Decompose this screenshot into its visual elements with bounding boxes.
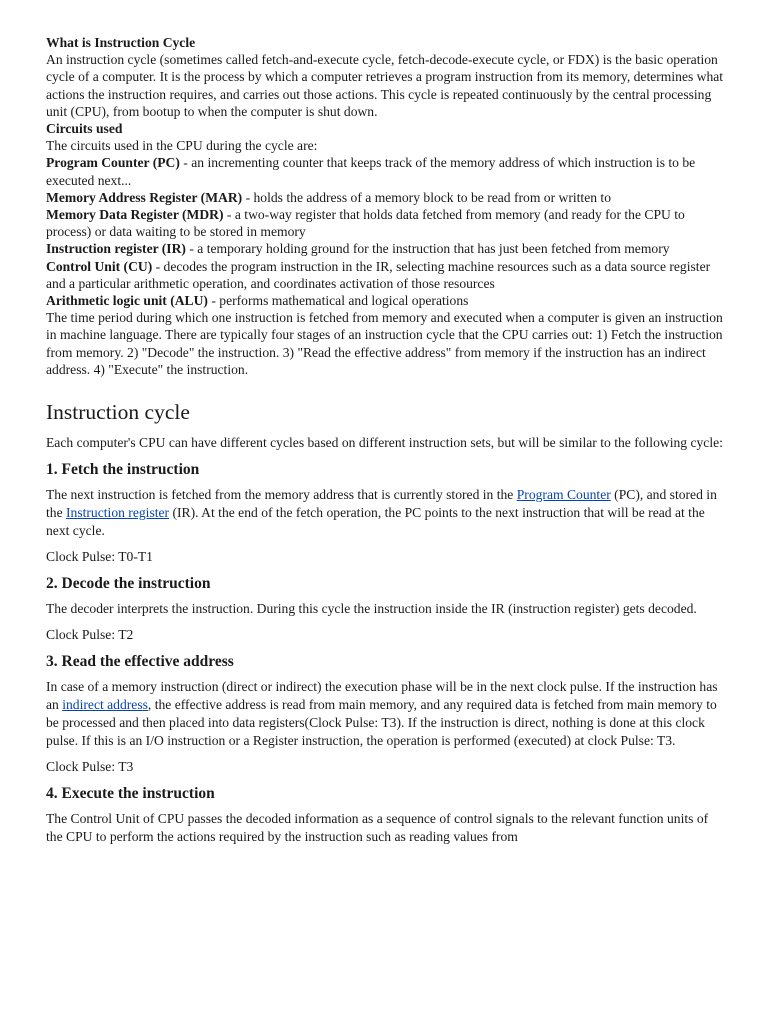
circuit-desc: - an incrementing counter that keeps track of the memory address of which instruction is to be executed next... [46,155,696,188]
circuit-item-mdr [46,206,726,240]
circuit-item-ir [46,240,726,257]
intro-section [46,34,726,378]
read-text: , the effective address is read from main memory, and any required data is fetched from main memory to be processed and then placed into data registers(Clock Pulse: T3). If the instruction is direct, nothing is done at this clock pulse. If this is an I/O instruction or a Register instruction, the operation is performed (executed) at clock Pulse: T3. [46,697,717,748]
read-heading: 3. Read the effective address [46,653,234,670]
read-text: In case of a memory instruction (direct or indirect) the execution phase will be in the next clock pulse. If the instruction has an [46,679,718,712]
circuit-item-alu [46,292,726,309]
circuit-term: Instruction register (IR) [46,241,186,257]
stages-text: The time period during which one instruction is fetched from memory and executed when a computer is given an instruction in machine language. There are typically four stages of an instruction cycle that the CPU carries out: 1) Fetch the instruction from memory. 2) "Decode" the instruction. 3) "Read the effective address" from memory if the instruction has an indirect address. 4) "Execute" the instruction. [46,310,723,377]
circuit-desc: - holds the address of a memory block to be read from or written to [242,189,612,205]
fetch-clock-pulse: Clock Pulse: T0-T1 [46,549,153,564]
indirect-address-link[interactable]: indirect address [62,697,148,712]
read-clock-pulse: Clock Pulse: T3 [46,759,134,774]
intro-heading: What is Instruction Cycle [46,35,196,50]
read-paragraph [46,678,726,750]
circuit-item-cu [46,258,726,292]
fetch-text: (IR). At the end of the fetch operation, the PC points to the next instruction that will be read at the next cycle. [46,505,705,538]
circuit-desc: - a temporary holding ground for the instruction that has just been fetched from memory [185,241,670,257]
intro-definition: An instruction cycle (sometimes called fetch-and-execute cycle, fetch-decode-execute cycle, or FDX) is the basic operation cycle of a computer. It is the process by which a computer retrieves a program instruction from its memory, determines what actions the instruction requires, and carries out those actions. This cycle is repeated continuously by the central processing unit (CPU), from bootup to when the computer is shut down. [46,52,724,119]
instruction-register-link[interactable]: Instruction register [66,505,170,520]
circuit-term: Program Counter (PC) [46,155,180,171]
execute-heading: 4. Execute the instruction [46,785,215,802]
program-counter-link[interactable]: Program Counter [516,487,611,502]
fetch-paragraph [46,486,726,540]
circuit-item-mar [46,189,726,206]
fetch-text: (PC), and stored in the [46,487,717,520]
circuit-term: Memory Data Register (MDR) [46,207,224,223]
article-title: Instruction cycle [46,400,190,424]
fetch-text: The next instruction is fetched from the memory address that is currently stored in the [46,487,517,502]
circuit-term: Memory Address Register (MAR) [46,189,243,205]
circuit-desc: - decodes the program instruction in the IR, selecting machine resources such as a data source register and a particular arithmetic operation, and coordinates activation of those resources [46,258,711,291]
decode-clock-pulse: Clock Pulse: T2 [46,627,134,642]
execute-paragraph: The Control Unit of CPU passes the decoded information as a sequence of control signals to the relevant function units of the CPU to perform the actions required by the instruction such as reading values from [46,811,709,844]
fetch-heading: 1. Fetch the instruction [46,461,200,478]
article-section [46,398,726,854]
circuit-item-pc [46,154,726,188]
circuits-intro: The circuits used in the CPU during the cycle are: [46,138,318,154]
circuit-desc: - performs mathematical and logical operations [207,293,469,309]
decode-heading: 2. Decode the instruction [46,575,211,592]
circuit-term: Arithmetic logic unit (ALU) [46,293,208,309]
circuits-heading: Circuits used [46,121,123,137]
circuit-desc: - a two-way register that holds data fetched from memory (and ready for the CPU to process) or data waiting to be stored in memory [46,207,685,240]
decode-paragraph: The decoder interprets the instruction. During this cycle the instruction inside the IR (instruction register) gets decoded. [46,601,697,616]
article-lead: Each computer's CPU can have different cycles based on different instruction sets, but will be similar to the following cycle: [46,435,723,450]
circuit-term: Control Unit (CU) [46,258,153,274]
